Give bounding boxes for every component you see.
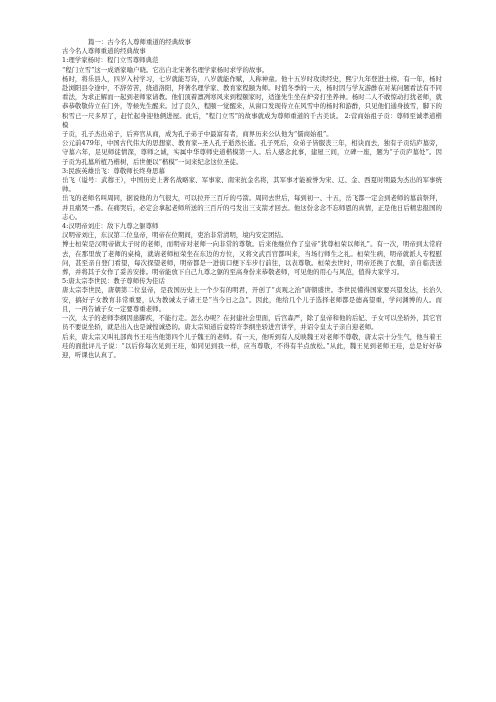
body-paragraph: 岳飞的老师名叫周同，据说他的力气很大，可以拉开三百斤的弓箭。周同去世后，每到初一、十五，岳飞都一定会到老师的墓前祭拜，并且痛哭一番。在痛哭后，必定会拿起老师所送的三百斤的弓发出三支箭才回去。他这份念念不忘师恩的真情，正是他日后精忠报国的志心。	[62, 194, 442, 221]
body-paragraph: 博士桓荣是汉明帝做太子时的老师，而明帝对老师一向非常的尊敬。后来他继位作了皇帝“犹尊桓荣以师礼”。有一次，明帝到太常府去，在那里放了老师的桌椅，就请老师桓荣坐在东边的方位，又将文武百官都叫来，当场行师生之礼。桓荣生病，明帝就派人专程慰问，甚至亲自登门看望，每次探望老师，明帝都是一进街口便下车步行前往，以表尊敬。桓荣去世时，明帝还换了衣服，亲自临丧送葬，并将其子女作了妥善安排。明帝能放下自己九尊之躯的至高身份来恭敬老师，可见他的用心与风范，值得大家学习。	[62, 240, 442, 277]
body-paragraph: “程门立雪”这一成语家喻户晓。它出自北宋著名理学家杨时求学的故事。	[62, 65, 269, 74]
body-paragraph: 唐太宗李世民，唐朝第二位皇帝，是我国历史上一个少有的明君，开创了“贞观之治”唐朝盛世。李世民懂得国家要兴望发达，长治久安，搞好子女教育非常重要，认为教诫太子诸王是“当今日之急”。因此，他给几个儿子选择老师都是德高望重，学问渊博的人。而且，一再告诫子女一定要尊重老师。	[62, 286, 442, 313]
body-paragraph: 杨时，将乐县人，四岁入村学习，七岁就能写诗，八岁就能作赋，人称神童。他十五岁时攻读经史，熙宁九年登进士榜。有一年，杨时赴浏阳县令途中，不辞劳苦，绕道洛阳，拜著名理学家、教育家程颐为师。时值冬季的一天，杨时因与学友游酢在对某问题看法有不同看法，为求正解而一起到老师家请教。他们顶着凛冽寒风来到程颐家时，适逢先生坐在炉旁打坐养神。杨时二人不敢惊动打扰老师，就恭恭敬敬侍立在门外，等候先生醒来。过了良久，程颐一觉醒来，从窗口发现侍立在风雪中的杨时和游酢，只见他们通身披雪，脚下的积雪已一尺多厚了，赶忙起身迎他俩进屋。此后，“程门立雪”的故事就成为尊师重道的千古美谈。 2:营商始祖子贡：尊师至诚孝道楷模	[62, 74, 442, 129]
body-paragraph: 汉明帝刘庄，东汉第二位皇帝，明帝在位期间，吏治非常清明，境内安定团结。	[62, 231, 288, 240]
body-paragraph: 后来，唐太宗又叫礼部尚书王珪当他第四个儿子魏王的老师。有一天，他听到有人反映魏王对老师不尊敬，唐太宗十分生气，他当着王珪的面批评儿子说：“以后你每次见到王珪，如同见到我一样，应当尊敬，不得有半点放松。”从此，魏王见到老师王珪，总是好好恭迎，听课也认真了。	[62, 332, 442, 359]
section-heading-3: 3:民族英雄岳飞：尊敬师长终身思慕	[62, 166, 165, 175]
article-subtitle: 古今名人尊师重道的经典故事	[62, 47, 146, 56]
section-heading-4: 4:汉明帝刘庄：敌下九尊之躯尊师	[62, 222, 159, 231]
section-heading-5: 5:唐太宗李世民：教子尊师传为佳话	[62, 277, 165, 286]
body-paragraph: 一次，太子的老师李纲因患脚疾，不能行走。怎么办呢？在封建社会里面，后宫森严，除了皇帝和他的后妃、子女可以坐轿外，其它官员不要说坐轿，就是出入也是诚惶诚恐的。唐太宗知道后竟特许李纲坐轿进宫讲学，并诏令皇太子亲自迎老师。	[62, 314, 442, 332]
section-heading-1: 1:理学家杨时：程门立雪尊师典范	[62, 56, 159, 65]
document-page	[62, 38, 442, 360]
body-paragraph: 子贡，孔子杰出弟子，后弃官从商，成为孔子弟子中最富有者，商界历来公认他为“儒商始祖”。	[62, 130, 333, 139]
article-title: 篇一：古今名人尊师重道的经典故事	[88, 38, 192, 46]
body-paragraph: 岳飞（谥号：武穆王），中国历史上著名战略家、军事家、南宋抗金名将，其军事才能被誉为宋、辽、金、西夏时期最为杰出的军事统帅。	[62, 176, 442, 194]
body-paragraph: 公元前479年，中国古代伟大的思想家、教育家--圣人孔子逝然长逝。孔子死后，众弟子皆服丧三年，相诀而去，独有子贡结庐墓旁，守墓六年，足见师徒情深，尊师之诚，实属中华尊师史道楷模第一人。后人感念此事，建屋三间，立碑一座，题为“子贡庐墓处”。因子贡为孔墓所植乃楷树，后世便以“楷模”一词来纪念这位圣徒。	[62, 139, 442, 166]
